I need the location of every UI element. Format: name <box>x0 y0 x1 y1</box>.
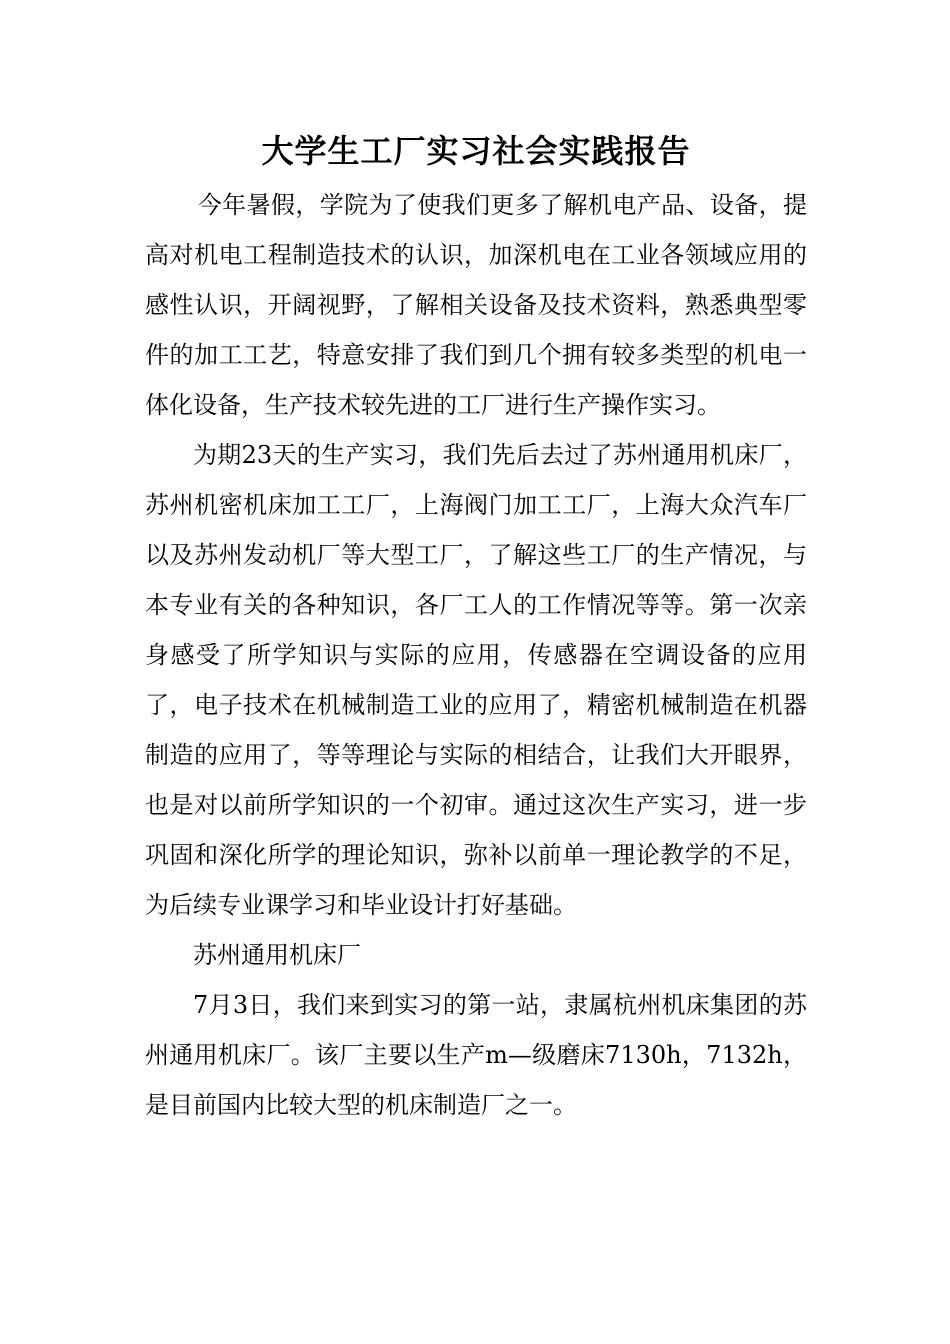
paragraph-intro: 今年暑假，学院为了使我们更多了解机电产品、设备，提高对机电工程制造技术的认识，加深机电在工业各领域应用的感性认识，开阔视野，了解相关设备及技术资料，熟悉典型零件的加工工艺，特意安排了我们到几个拥有较多类型的机电一体化设备，生产技术较先进的工厂进行生产操作实习。 <box>145 191 807 419</box>
section-heading-suzhou-machine-tool-factory: 苏州通用机床厂 <box>193 941 361 969</box>
paragraph-internship-overview: 为期23天的生产实习，我们先后去过了苏州通用机床厂，苏州机密机床加工工厂，上海阀门加工工厂，上海大众汽车厂以及苏州发动机厂等大型工厂，了解这些工厂的生产情况，与本专业有关的各种知识，各厂工人的工作情况等等。第一次亲身感受了所学知识与实际的应用，传感器在空调设备的应用了，电子技术在机械制造工业的应用了，精密机械制造在机器制造的应用了，等等理论与实际的相结合，让我们大开眼界，也是对以前所学知识的一个初审。通过这次生产实习，进一步巩固和深化所学的理论知识，弥补以前单一理论教学的不足，为后续专业课学习和毕业设计打好基础。 <box>145 441 807 919</box>
document-title: 大学生工厂实习社会实践报告 <box>261 132 691 170</box>
paragraph-first-stop: 7月3日，我们来到实习的第一站，隶属杭州机床集团的苏州通用机床厂。该厂主要以生产m—级磨床7130h，7132h，是目前国内比较大型的机床制造厂之一。 <box>145 991 807 1119</box>
document-page <box>145 124 807 1130</box>
